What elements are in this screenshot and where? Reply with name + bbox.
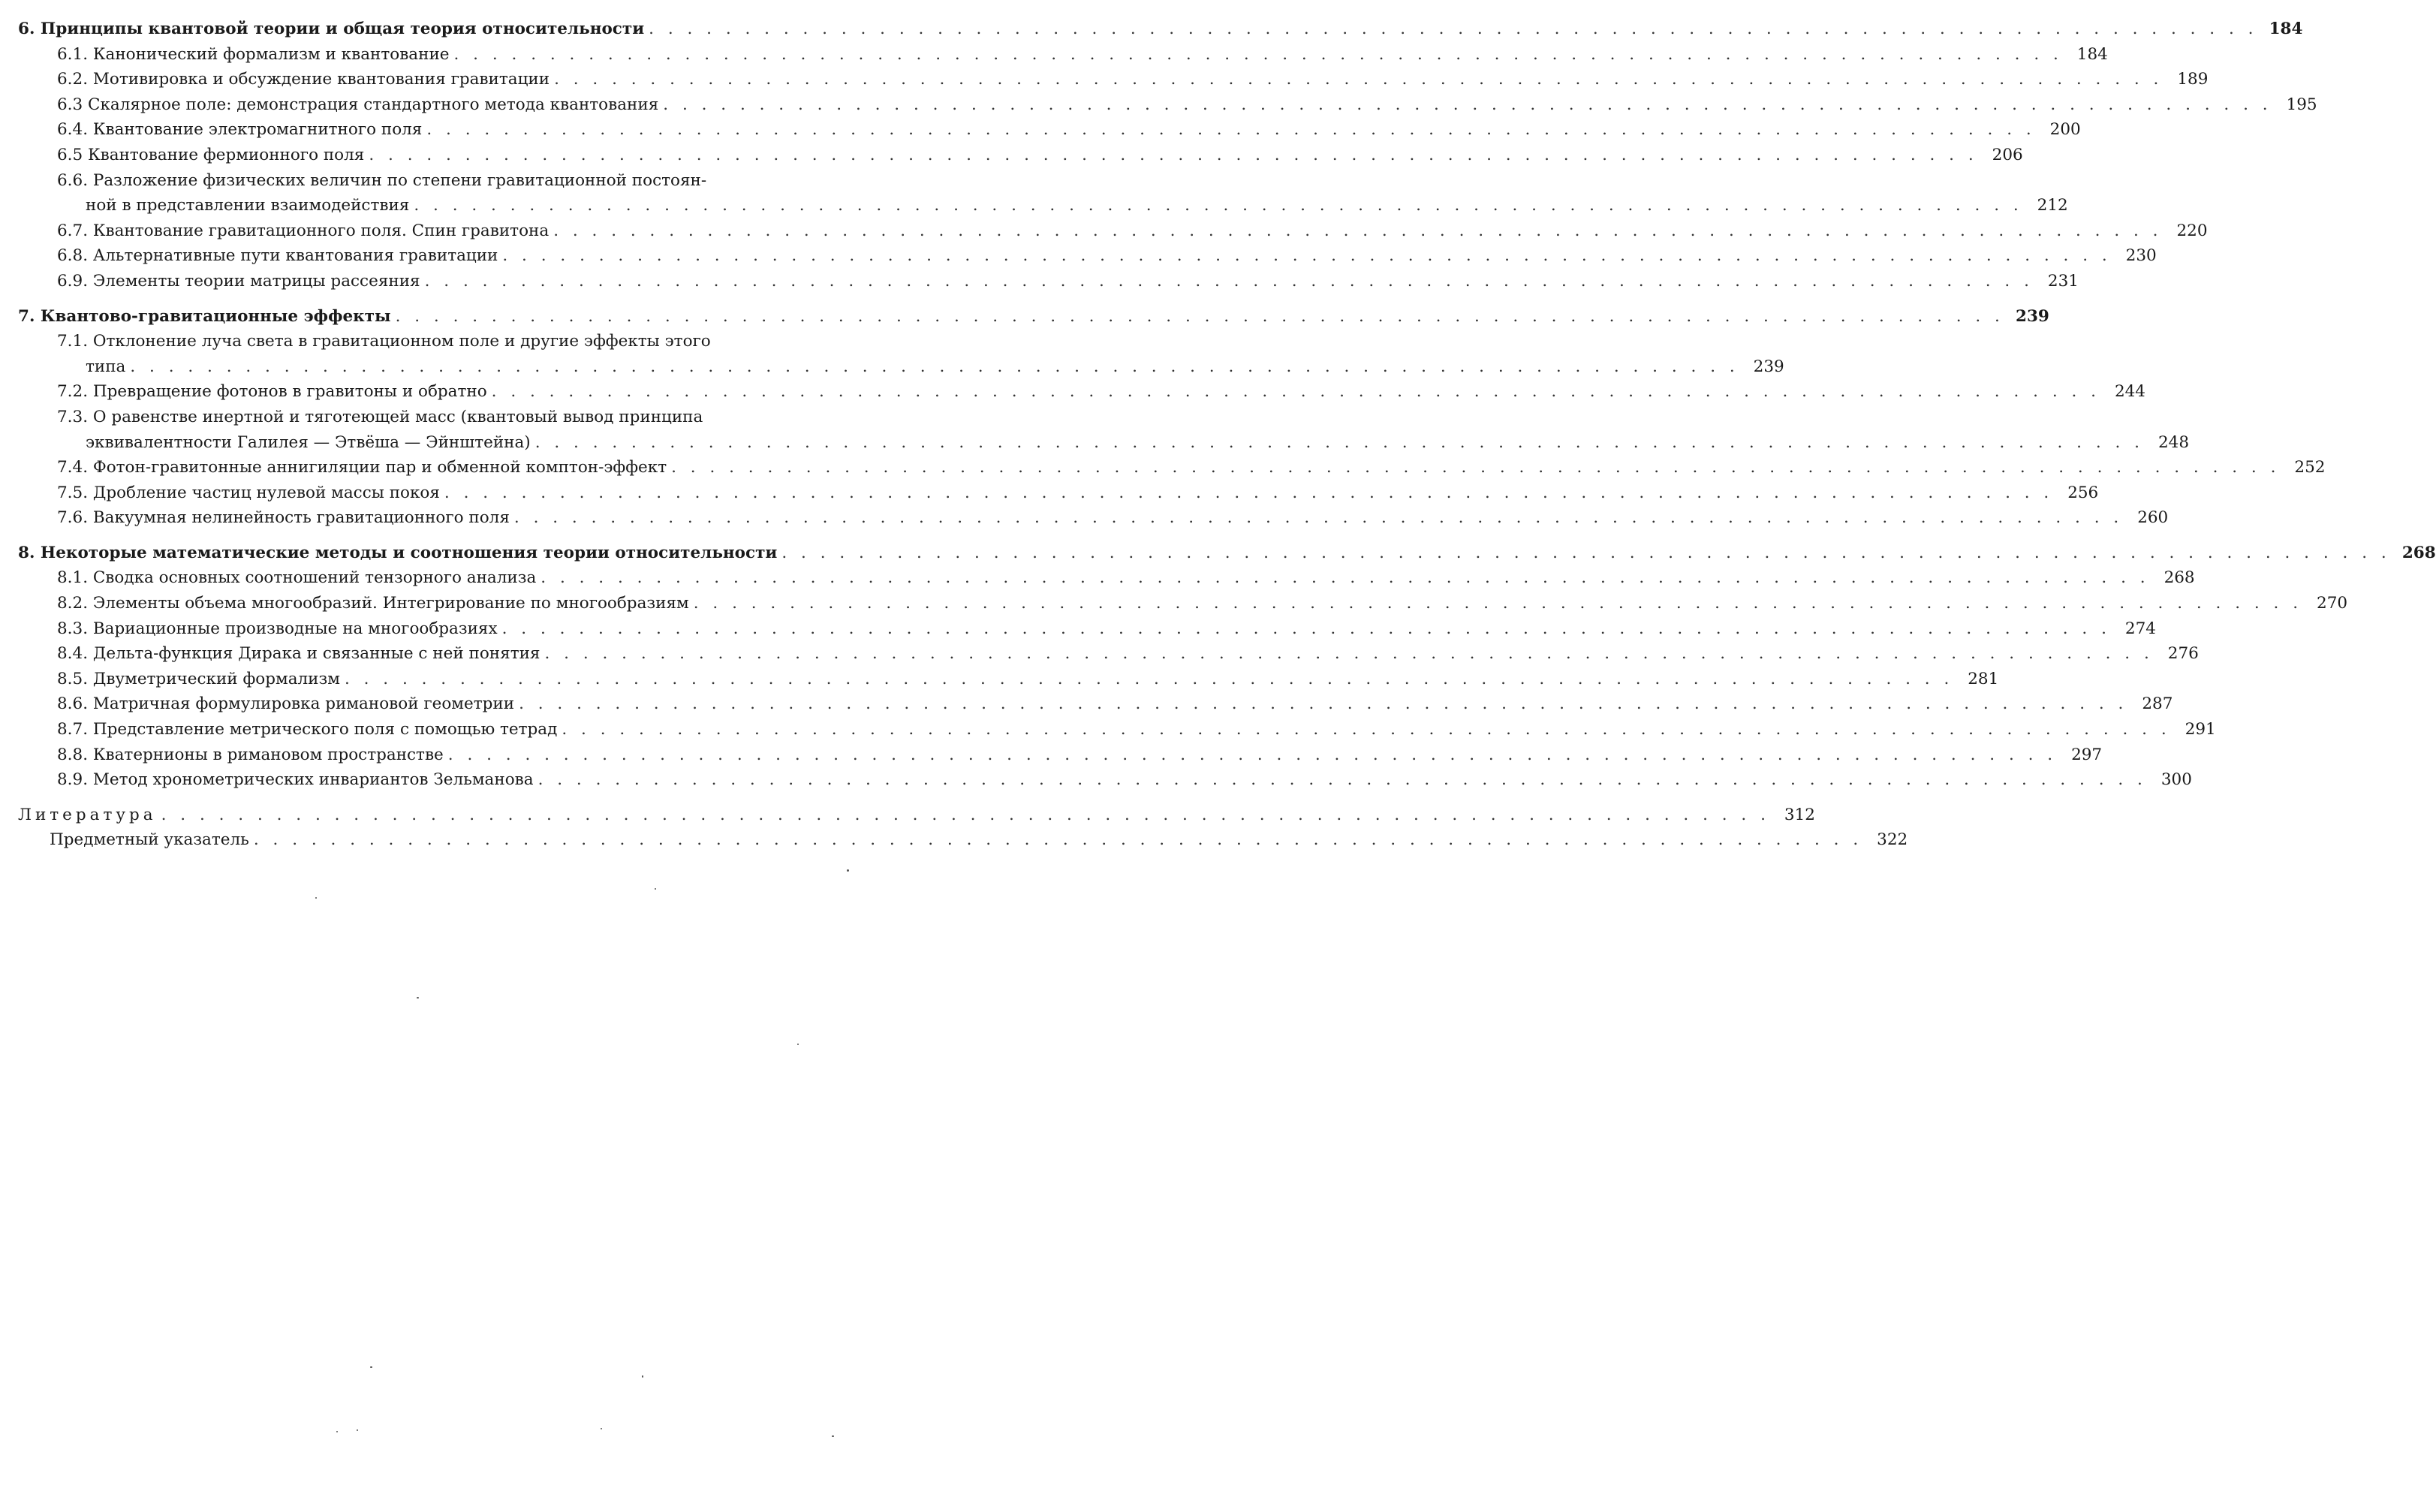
entry-title: 6.9. Элементы теории матрицы рассеяния (57, 269, 420, 294)
entry-title: 7.2. Превращение фотонов в гравитоны и обратно (57, 379, 487, 405)
leader-dots (694, 591, 2302, 616)
leader-dots (396, 304, 2004, 330)
leader-dots (414, 193, 2022, 218)
leader-dots (781, 541, 2390, 566)
page-number: 231 (2041, 269, 2079, 294)
toc-entry[interactable] (18, 143, 881, 168)
chapter-7 (18, 304, 881, 531)
entry-continuation (57, 430, 881, 456)
leader-dots (519, 691, 2127, 717)
subject-index-title: Предметный указатель (50, 827, 249, 853)
toc-entry[interactable] (18, 480, 881, 506)
page-number: 184 (2265, 17, 2302, 42)
leader-dots (544, 641, 2153, 667)
literature-entry[interactable] (18, 803, 881, 828)
page-number: 322 (1870, 827, 1908, 853)
page-number: 220 (2170, 218, 2208, 244)
entry-continuation (57, 354, 881, 380)
page-number: 239 (1747, 354, 1784, 380)
literature-title: Литература (18, 803, 157, 828)
toc-entry-multiline[interactable] (18, 329, 881, 379)
leader-dots (671, 455, 2280, 480)
entry-title: 6.8. Альтернативные пути квантования гравитации (57, 243, 498, 269)
toc-entry[interactable] (18, 218, 881, 244)
entry-title-line2: ной в представлении взаимодействия (86, 193, 409, 218)
scan-speck (655, 888, 656, 890)
page-number: 252 (2287, 455, 2325, 480)
page-number: 268 (2157, 565, 2195, 591)
page-number: 300 (2154, 767, 2192, 793)
entry-title: 8.5. Двуметрический формализм (57, 667, 340, 692)
scan-speck (417, 997, 419, 998)
leader-dots (369, 143, 1977, 168)
leader-dots (514, 505, 2123, 531)
page-number: 291 (2179, 717, 2216, 742)
toc-entry[interactable] (18, 565, 881, 591)
page-number: 276 (2161, 641, 2199, 667)
chapter-heading[interactable] (18, 304, 881, 330)
scan-speck (601, 1428, 602, 1429)
entry-title: 6.1. Канонический формализм и квантование (57, 42, 450, 68)
page-number: 260 (2130, 505, 2168, 531)
toc-entry[interactable] (18, 243, 881, 269)
page-number: 244 (2108, 379, 2145, 405)
entry-title-line1: 7.1. Отклонение луча света в гравитационном поле и другие эффекты этого (57, 329, 836, 354)
entry-title: 6.3 Скалярное поле: демонстрация стандартного метода квантования (57, 92, 658, 118)
entry-title: 8.1. Сводка основных соотношений тензорного анализа (57, 565, 536, 591)
page-number: 200 (2043, 117, 2081, 143)
entry-title: 6.4. Квантование электромагнитного поля (57, 117, 422, 143)
leader-dots (448, 742, 2057, 768)
entry-title: 7.5. Дробление частиц нулевой массы покоя (57, 480, 440, 506)
leader-dots (425, 269, 2034, 294)
leader-dots (502, 243, 2111, 269)
toc-entry[interactable] (18, 717, 881, 742)
toc-entry[interactable] (18, 455, 881, 480)
page-number: 270 (2310, 591, 2347, 616)
leader-dots (538, 767, 2147, 793)
entry-title: 8.6. Матричная формулировка римановой геометрии (57, 691, 514, 717)
chapter-heading[interactable] (18, 541, 881, 566)
leader-dots (254, 827, 1862, 853)
toc-entry[interactable] (18, 379, 881, 405)
page-number: 239 (2012, 304, 2049, 330)
leader-dots (663, 92, 2272, 118)
page-number: 212 (2031, 193, 2068, 218)
entry-title: 6.5 Квантование фермионного поля (57, 143, 364, 168)
leader-dots (540, 565, 2149, 591)
leader-dots (345, 667, 1953, 692)
page-number: 189 (2170, 67, 2208, 92)
toc-entry[interactable] (18, 42, 881, 68)
page-number: 248 (2151, 430, 2189, 456)
entry-continuation (57, 193, 881, 218)
toc-entry[interactable] (18, 667, 881, 692)
page-number: 287 (2135, 691, 2173, 717)
toc-entry[interactable] (18, 117, 881, 143)
entry-title: 8.9. Метод хронометрических инвариантов Зельманова (57, 767, 534, 793)
entry-title-line1: 6.6. Разложение физических величин по степени гравитационной постоян- (57, 168, 836, 194)
leader-dots (554, 67, 2163, 92)
entry-title: 6.7. Квантование гравитационного поля. Спин гравитона (57, 218, 549, 244)
leader-dots (535, 430, 2144, 456)
page-number: 256 (2061, 480, 2098, 506)
page-number: 274 (2118, 616, 2156, 642)
subject-index-entry[interactable] (18, 827, 881, 853)
leader-dots (161, 803, 1770, 828)
scan-speck (370, 1366, 372, 1368)
leader-dots (649, 17, 2257, 42)
page-number: 195 (2280, 92, 2317, 118)
leader-dots (562, 717, 2170, 742)
toc-entry[interactable] (18, 742, 881, 768)
chapter-8 (18, 541, 881, 793)
scan-speck (336, 1431, 338, 1432)
scan-speck (642, 1375, 643, 1378)
entry-title: 7.4. Фотон-гравитонные аннигиляции пар и обменной комптон-эффект (57, 455, 667, 480)
toc-entry[interactable] (18, 67, 881, 92)
page-number: 184 (2070, 42, 2108, 68)
chapter-title: 7. Квантово-гравитационные эффекты (18, 304, 391, 330)
scan-speck (832, 1435, 834, 1437)
entry-title: 8.3. Вариационные производные на многообразиях (57, 616, 498, 642)
entry-title: 8.2. Элементы объема многообразий. Интегрирование по многообразиям (57, 591, 689, 616)
entry-title: 8.4. Дельта-функция Дирака и связанные с ней понятия (57, 641, 540, 667)
leader-dots (502, 616, 2111, 642)
leader-dots (492, 379, 2100, 405)
chapter-6 (18, 17, 881, 294)
toc-entry[interactable] (18, 616, 881, 642)
toc-entry-multiline[interactable] (18, 405, 881, 455)
toc-entry[interactable] (18, 92, 881, 118)
scan-speck (315, 897, 317, 899)
page-number: 297 (2064, 742, 2102, 768)
table-of-contents (18, 17, 881, 853)
entry-title: 7.6. Вакуумная нелинейность гравитационного поля (57, 505, 510, 531)
entry-title-line1: 7.3. О равенстве инертной и тяготеющей масс (квантовый вывод принципа (57, 405, 836, 430)
scan-speck (797, 1044, 799, 1045)
entry-title: 6.2. Мотивировка и обсуждение квантования гравитации (57, 67, 550, 92)
entry-title-line2: типа (86, 354, 125, 380)
toc-entry[interactable] (18, 269, 881, 294)
chapter-title: 6. Принципы квантовой теории и общая теория относительности (18, 17, 644, 42)
entry-title-line2: эквивалентности Галилея — Этвёша — Эйнштейна) (86, 430, 531, 456)
scan-speck (847, 869, 849, 872)
toc-entry[interactable] (18, 505, 881, 531)
entry-title: 8.7. Представление метрического поля с помощью тетрад (57, 717, 557, 742)
chapter-title: 8. Некоторые математические методы и соотношения теории относительности (18, 541, 777, 566)
page-number: 206 (1986, 143, 2023, 168)
leader-dots (454, 42, 2063, 68)
scan-speck (357, 1429, 358, 1431)
page-number: 312 (1778, 803, 1815, 828)
leader-dots (426, 117, 2035, 143)
leader-dots (553, 218, 2162, 244)
toc-entry[interactable] (18, 591, 881, 616)
page-number: 268 (2398, 541, 2436, 566)
leader-dots (444, 480, 2053, 506)
toc-entry[interactable] (18, 767, 881, 793)
page-number: 281 (1961, 667, 1998, 692)
entry-title: 8.8. Кватернионы в римановом пространстве (57, 742, 444, 768)
toc-entry-multiline[interactable] (18, 168, 881, 218)
toc-entry[interactable] (18, 691, 881, 717)
chapter-heading[interactable] (18, 17, 881, 42)
leader-dots (130, 354, 1739, 380)
toc-entry[interactable] (18, 641, 881, 667)
page-number: 230 (2119, 243, 2157, 269)
